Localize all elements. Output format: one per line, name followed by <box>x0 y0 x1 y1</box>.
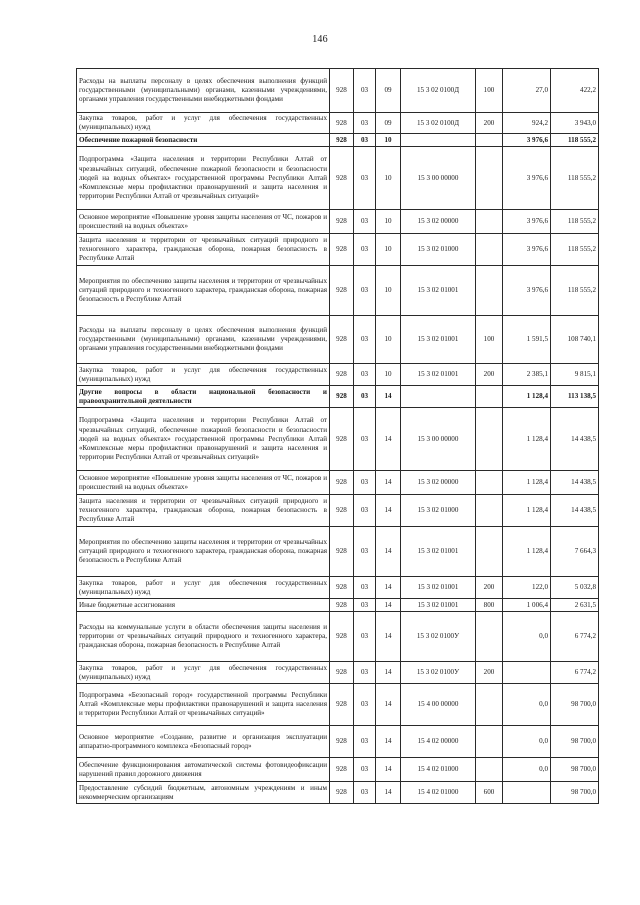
row-sum1: 2 385,1 <box>503 364 551 386</box>
row-name: Расходы на выплаты персоналу в целях обеспечения выполнения функций государственными (муниципальными) органами, казенными учреждениями, органами управления государственными внебюджетными фондами <box>77 69 330 113</box>
row-expense-type <box>476 471 503 495</box>
table-row <box>77 316 599 364</box>
row-ministry: 928 <box>330 386 354 408</box>
row-section: 03 <box>354 234 376 266</box>
table-row <box>77 408 599 471</box>
row-sum1: 0,0 <box>503 612 551 662</box>
row-sum1: 1 128,4 <box>503 527 551 577</box>
row-name: Закупка товаров, работ и услуг для обеспечения государственных (муниципальных) нужд <box>77 662 330 684</box>
row-sum1: 924,2 <box>503 113 551 134</box>
table-row <box>77 134 599 147</box>
row-sum2: 118 555,2 <box>551 134 599 147</box>
row-target: 15 3 02 0100У <box>401 612 476 662</box>
row-expense-type: 600 <box>476 782 503 804</box>
row-ministry: 928 <box>330 471 354 495</box>
row-section: 03 <box>354 577 376 599</box>
row-section: 03 <box>354 782 376 804</box>
row-name: Предоставление субсидий бюджетным, автономным учреждениям и иным некоммерческим организациям <box>77 782 330 804</box>
row-name: Защита населения и территории от чрезвычайных ситуаций природного и техногенного характера, гражданская оборона, пожарная безопасность в Республике Алтай <box>77 495 330 527</box>
row-sum2: 98 700,0 <box>551 758 599 782</box>
row-name: Основное мероприятие «Повышение уровня защиты населения от ЧС, пожаров и происшествий на водных объектах» <box>77 210 330 234</box>
row-target: 15 3 02 01000 <box>401 234 476 266</box>
row-subsection: 10 <box>376 234 401 266</box>
row-target: 15 3 02 01001 <box>401 266 476 316</box>
table-row <box>77 612 599 662</box>
row-target: 15 3 02 01001 <box>401 316 476 364</box>
row-expense-type <box>476 266 503 316</box>
row-ministry: 928 <box>330 364 354 386</box>
row-sum2: 14 438,5 <box>551 408 599 471</box>
row-sum2: 98 700,0 <box>551 782 599 804</box>
row-target: 15 3 02 00000 <box>401 471 476 495</box>
row-sum2: 108 740,1 <box>551 316 599 364</box>
table-row <box>77 113 599 134</box>
row-sum1: 1 006,4 <box>503 599 551 612</box>
row-name: Подпрограмма «Безопасный город» государственной программы Республики Алтай «Комплексные меры профилактики правонарушений и защита населения и территории Республики Алтай от чрезвычайных ситуаций» <box>77 684 330 726</box>
row-subsection: 14 <box>376 684 401 726</box>
row-section: 03 <box>354 758 376 782</box>
table-row <box>77 210 599 234</box>
row-sum2: 14 438,5 <box>551 471 599 495</box>
row-sum2: 14 438,5 <box>551 495 599 527</box>
row-subsection: 10 <box>376 210 401 234</box>
row-sum1 <box>503 782 551 804</box>
table-row <box>77 147 599 210</box>
row-sum1: 3 976,6 <box>503 147 551 210</box>
row-target: 15 3 02 0100Д <box>401 69 476 113</box>
row-subsection: 14 <box>376 662 401 684</box>
row-target: 15 4 00 00000 <box>401 684 476 726</box>
row-subsection: 09 <box>376 69 401 113</box>
row-section: 03 <box>354 612 376 662</box>
table-row <box>77 577 599 599</box>
row-ministry: 928 <box>330 577 354 599</box>
table-row <box>77 266 599 316</box>
row-section: 03 <box>354 527 376 577</box>
row-expense-type: 100 <box>476 316 503 364</box>
row-name: Расходы на выплаты персоналу в целях обеспечения выполнения функций государственными (муниципальными) органами, казенными учреждениями, органами управления государственными внебюджетными фондами <box>77 316 330 364</box>
row-section: 03 <box>354 684 376 726</box>
row-subsection: 14 <box>376 577 401 599</box>
row-expense-type <box>476 134 503 147</box>
row-sum2: 98 700,0 <box>551 726 599 758</box>
row-sum1 <box>503 662 551 684</box>
row-name: Основное мероприятие «Повышение уровня защиты населения от ЧС, пожаров и происшествий на водных объектах» <box>77 471 330 495</box>
table-row <box>77 69 599 113</box>
row-target: 15 3 02 01001 <box>401 364 476 386</box>
row-sum2: 9 815,1 <box>551 364 599 386</box>
row-sum2: 118 555,2 <box>551 210 599 234</box>
row-ministry: 928 <box>330 266 354 316</box>
row-sum1: 3 976,6 <box>503 266 551 316</box>
row-expense-type: 800 <box>476 599 503 612</box>
row-sum2: 113 138,5 <box>551 386 599 408</box>
row-expense-type: 200 <box>476 364 503 386</box>
row-sum1: 1 128,4 <box>503 495 551 527</box>
row-ministry: 928 <box>330 662 354 684</box>
row-subsection: 14 <box>376 758 401 782</box>
row-subsection: 14 <box>376 408 401 471</box>
row-ministry: 928 <box>330 758 354 782</box>
row-section: 03 <box>354 726 376 758</box>
row-section: 03 <box>354 113 376 134</box>
row-name: Мероприятия по обеспечению защиты населения и территории от чрезвычайных ситуаций природного и техногенного характера, гражданская оборона, пожарная безопасность в Республике Алтай <box>77 527 330 577</box>
row-sum2: 7 664,3 <box>551 527 599 577</box>
row-ministry: 928 <box>330 726 354 758</box>
row-sum2: 118 555,2 <box>551 234 599 266</box>
row-expense-type <box>476 408 503 471</box>
row-sum1: 0,0 <box>503 726 551 758</box>
row-expense-type <box>476 495 503 527</box>
row-target: 15 4 02 00000 <box>401 726 476 758</box>
row-ministry: 928 <box>330 782 354 804</box>
row-ministry: 928 <box>330 234 354 266</box>
row-sum1: 1 591,5 <box>503 316 551 364</box>
row-sum2: 6 774,2 <box>551 662 599 684</box>
row-section: 03 <box>354 266 376 316</box>
table-row <box>77 471 599 495</box>
row-sum2: 98 700,0 <box>551 684 599 726</box>
row-sum1: 0,0 <box>503 684 551 726</box>
row-sum2: 422,2 <box>551 69 599 113</box>
row-expense-type <box>476 234 503 266</box>
row-target: 15 3 02 00000 <box>401 210 476 234</box>
row-section: 03 <box>354 210 376 234</box>
row-target: 15 3 02 01001 <box>401 527 476 577</box>
row-ministry: 928 <box>330 408 354 471</box>
row-sum2: 118 555,2 <box>551 266 599 316</box>
row-expense-type: 200 <box>476 662 503 684</box>
row-target: 15 4 02 01000 <box>401 758 476 782</box>
row-name: Закупка товаров, работ и услуг для обеспечения государственных (муниципальных) нужд <box>77 113 330 134</box>
row-sum1: 27,0 <box>503 69 551 113</box>
row-subsection: 14 <box>376 599 401 612</box>
row-sum1: 1 128,4 <box>503 471 551 495</box>
row-section: 03 <box>354 599 376 612</box>
row-expense-type <box>476 386 503 408</box>
row-target: 15 3 00 00000 <box>401 408 476 471</box>
row-sum2: 2 631,5 <box>551 599 599 612</box>
row-expense-type: 100 <box>476 69 503 113</box>
row-subsection: 14 <box>376 495 401 527</box>
row-expense-type <box>476 527 503 577</box>
row-expense-type <box>476 147 503 210</box>
row-sum1: 122,0 <box>503 577 551 599</box>
table-row <box>77 364 599 386</box>
row-expense-type <box>476 210 503 234</box>
row-ministry: 928 <box>330 113 354 134</box>
row-subsection: 10 <box>376 134 401 147</box>
row-name: Другие вопросы в области национальной безопасности и правоохранительной деятельности <box>77 386 330 408</box>
row-section: 03 <box>354 364 376 386</box>
row-ministry: 928 <box>330 69 354 113</box>
row-sum2: 6 774,2 <box>551 612 599 662</box>
table-row <box>77 662 599 684</box>
row-ministry: 928 <box>330 684 354 726</box>
row-subsection: 14 <box>376 386 401 408</box>
page-number: 146 <box>312 34 328 45</box>
table-row <box>77 386 599 408</box>
row-target: 15 3 02 0100Д <box>401 113 476 134</box>
row-target: 15 3 02 01001 <box>401 577 476 599</box>
row-name: Расходы на коммунальные услуги в области обеспечения защиты населения и территории от чрезвычайных ситуаций природного и техногенного характера, гражданская оборона, пожарная безопасность в Республике Алтай <box>77 612 330 662</box>
row-expense-type: 200 <box>476 577 503 599</box>
row-name: Обеспечение функционирования автоматической системы фотовидеофиксации нарушений правил дорожного движения <box>77 758 330 782</box>
row-subsection: 10 <box>376 364 401 386</box>
row-expense-type <box>476 758 503 782</box>
row-section: 03 <box>354 316 376 364</box>
table-row <box>77 684 599 726</box>
row-expense-type: 200 <box>476 113 503 134</box>
row-ministry: 928 <box>330 495 354 527</box>
table-row <box>77 599 599 612</box>
row-name: Иные бюджетные ассигнования <box>77 599 330 612</box>
row-name: Основное мероприятие «Создание, развитие и организация эксплуатации аппаратно-программного комплекса «Безопасный город» <box>77 726 330 758</box>
row-name: Закупка товаров, работ и услуг для обеспечения государственных (муниципальных) нужд <box>77 364 330 386</box>
row-subsection: 14 <box>376 782 401 804</box>
table-row <box>77 726 599 758</box>
row-ministry: 928 <box>330 316 354 364</box>
row-target: 15 3 02 0100У <box>401 662 476 684</box>
row-ministry: 928 <box>330 612 354 662</box>
row-sum1: 0,0 <box>503 758 551 782</box>
row-section: 03 <box>354 386 376 408</box>
row-sum1: 3 976,6 <box>503 210 551 234</box>
row-sum2: 5 032,8 <box>551 577 599 599</box>
row-target: 15 3 02 01000 <box>401 495 476 527</box>
row-sum2: 118 555,2 <box>551 147 599 210</box>
row-section: 03 <box>354 471 376 495</box>
budget-table <box>76 68 599 804</box>
row-name: Защита населения и территории от чрезвычайных ситуаций природного и техногенного характера, гражданская оборона, пожарная безопасность в Республике Алтай <box>77 234 330 266</box>
row-ministry: 928 <box>330 147 354 210</box>
row-name: Мероприятия по обеспечению защиты населения и территории от чрезвычайных ситуаций природного и техногенного характера, гражданская оборона, пожарная безопасность в Республике Алтай <box>77 266 330 316</box>
table-row <box>77 758 599 782</box>
table-row <box>77 234 599 266</box>
row-section: 03 <box>354 69 376 113</box>
row-expense-type <box>476 726 503 758</box>
row-subsection: 10 <box>376 266 401 316</box>
row-expense-type <box>476 612 503 662</box>
row-target: 15 3 02 01001 <box>401 599 476 612</box>
row-name: Закупка товаров, работ и услуг для обеспечения государственных (муниципальных) нужд <box>77 577 330 599</box>
row-expense-type <box>476 684 503 726</box>
row-section: 03 <box>354 662 376 684</box>
row-sum1: 1 128,4 <box>503 408 551 471</box>
row-subsection: 10 <box>376 316 401 364</box>
row-sum1: 1 128,4 <box>503 386 551 408</box>
row-target <box>401 134 476 147</box>
row-section: 03 <box>354 495 376 527</box>
table-row <box>77 495 599 527</box>
row-sum1: 3 976,6 <box>503 234 551 266</box>
row-name: Обеспечение пожарной безопасности <box>77 134 330 147</box>
row-name: Подпрограмма «Защита населения и территории Республики Алтай от чрезвычайных ситуаций, обеспечение пожарной безопасности и безопасности людей на водных объектах» государственной программы Республики Алтай «Комплексные меры профилактики правонарушений и защита населения и территории Республики Алтай от чрезвычайных ситуаций» <box>77 147 330 210</box>
row-section: 03 <box>354 147 376 210</box>
row-target: 15 4 02 01000 <box>401 782 476 804</box>
row-section: 03 <box>354 408 376 471</box>
table-row <box>77 782 599 804</box>
row-subsection: 14 <box>376 612 401 662</box>
row-ministry: 928 <box>330 527 354 577</box>
row-target <box>401 386 476 408</box>
row-subsection: 14 <box>376 527 401 577</box>
row-ministry: 928 <box>330 599 354 612</box>
row-subsection: 10 <box>376 147 401 210</box>
row-ministry: 928 <box>330 210 354 234</box>
row-target: 15 3 00 00000 <box>401 147 476 210</box>
row-section: 03 <box>354 134 376 147</box>
row-sum2: 3 943,0 <box>551 113 599 134</box>
table-row <box>77 527 599 577</box>
row-ministry: 928 <box>330 134 354 147</box>
row-sum1: 3 976,6 <box>503 134 551 147</box>
row-subsection: 09 <box>376 113 401 134</box>
row-subsection: 14 <box>376 471 401 495</box>
budget-table-body <box>77 69 599 804</box>
row-subsection: 14 <box>376 726 401 758</box>
row-name: Подпрограмма «Защита населения и территории Республики Алтай от чрезвычайных ситуаций, обеспечение пожарной безопасности и безопасности людей на водных объектах» государственной программы Республики Алтай «Комплексные меры профилактики правонарушений и защита населения и территории Республики Алтай от чрезвычайных ситуаций» <box>77 408 330 471</box>
